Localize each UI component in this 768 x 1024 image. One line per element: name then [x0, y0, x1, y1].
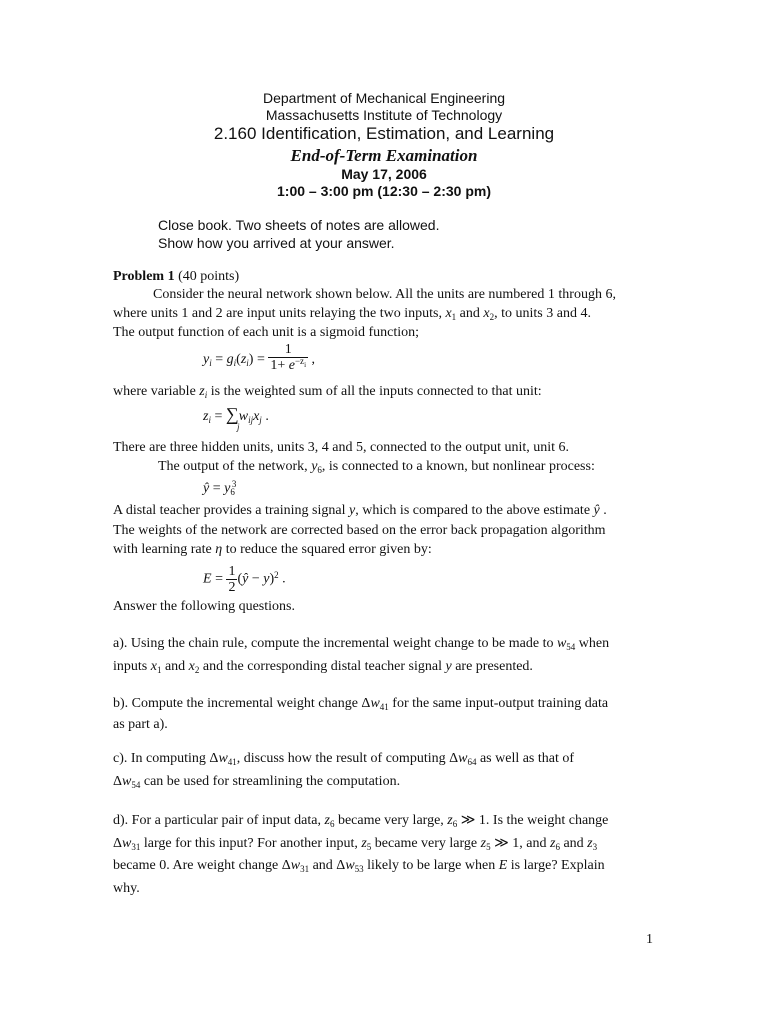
- problem-text-line: The output function of each unit is a sigmoid function;: [113, 325, 419, 340]
- process-equation: ŷ = $y_6^3$: [203, 479, 237, 497]
- problem-text-line: The output of the network, $y_6$, is connected to a known, but nonlinear process:: [158, 459, 595, 475]
- question-a-line-2: inputs $x_1$ and $x_2$ and the corresponding distal teacher signal y are presented.: [113, 659, 533, 675]
- problem-text-line: A distal teacher provides a training signal y, which is compared to the above estimate ŷ .: [113, 503, 607, 518]
- department-heading: Department of Mechanical Engineering: [262, 90, 506, 106]
- problem-text-line: with learning rate η to reduce the squared error given by:: [113, 542, 432, 557]
- problem-text-line: The weights of the network are corrected based on the error back propagation algorithm: [113, 523, 606, 538]
- question-d: d). For a particular pair of input data, $z_6$ became very large, $z_6$ ≫ 1. Is the weight change: [113, 813, 609, 829]
- instruction-line-2: Show how you arrived at your answer.: [158, 235, 395, 251]
- problem-text-line: where variable $z_i$ is the weighted sum of all the inputs connected to that unit:: [113, 384, 542, 400]
- problem-points: (40 points): [174, 269, 240, 284]
- problem-text-line: where units 1 and 2 are input units relaying the two inputs, $x_1$ and $x_2$, to units 3 and 4.: [113, 306, 591, 322]
- question-b: b). Compute the incremental weight change $\Delta w_{41}$ for the same input-output training data: [113, 696, 609, 712]
- problem-title: Problem 1: [113, 269, 175, 284]
- question-a: a). Using the chain rule, compute the incremental weight change to be made to $w_{54}$ when: [113, 636, 610, 652]
- problem-text-line: Consider the neural network shown below. All the units are numbered 1 through 6,: [153, 287, 616, 302]
- problem-text-line: Answer the following questions.: [113, 599, 295, 614]
- question-d-line-2: $\Delta w_{31}$ large for this input? For another input, $z_5$ became very large $z_5$ ≫ 1, and $z_6$ and $z_3$: [113, 836, 598, 852]
- exam-title: End-of-Term Examination: [290, 146, 478, 165]
- question-c-line-2: $\Delta w_{54}$ can be used for streamlining the computation.: [113, 774, 401, 790]
- problem-text-line: There are three hidden units, units 3, 4 and 5, connected to the output unit, unit 6.: [113, 440, 570, 455]
- course-title: 2.160 Identification, Estimation, and Learning: [213, 124, 555, 143]
- exam-time: 1:00 – 3:00 pm (12:30 – 2:30 pm): [277, 183, 491, 199]
- problem-heading: [113, 269, 239, 285]
- question-c: c). In computing $\Delta w_{41}$, discuss how the result of computing $\Delta w_{64}$ as well as that of: [113, 751, 575, 767]
- question-d-line-4: why.: [113, 881, 140, 896]
- institution-heading: Massachusetts Institute of Technology: [265, 107, 503, 123]
- error-equation: E = $\frac{1}{2}$ (ŷ − y)$^2$ .: [203, 564, 286, 595]
- page-number: 1: [646, 932, 653, 947]
- weighted-sum-equation: $z_i = \sum w_{ij}x_j$ . j: [203, 404, 269, 432]
- instruction-line-1: Close book. Two sheets of notes are allowed.: [158, 217, 440, 233]
- sigmoid-equation: $y_i = g_i(z_i)$ = $\frac{1}{1+ e^{-z_i}}$ ,: [203, 342, 316, 373]
- question-d-line-3: became 0. Are weight change $\Delta w_{31}$ and $\Delta w_{53}$ likely to be large when E is large? Explain: [113, 858, 605, 874]
- exam-date: May 17, 2006: [341, 166, 427, 182]
- question-b-line-2: as part a).: [113, 717, 168, 732]
